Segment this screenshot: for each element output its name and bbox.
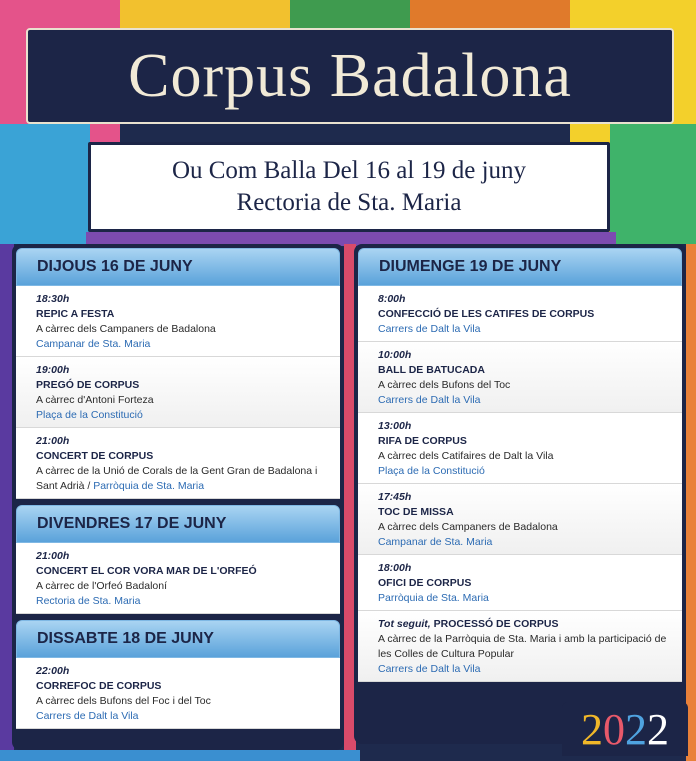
event-location: Rectoria de Sta. Maria [36, 595, 141, 607]
event-organizer: A càrrec dels Catifaires de Dalt la Vila [378, 450, 554, 462]
event-organizer: A càrrec de la Parròquia de Sta. Maria i amb la participació de les Colles de Cultura Popular [378, 633, 667, 660]
event-name: CONFECCIÓ DE LES CATIFES DE CORPUS [378, 308, 595, 320]
day-header: DIJOUS 16 DE JUNY [16, 248, 340, 286]
year-digit: 2 [625, 704, 647, 754]
page-title: Corpus Badalona [128, 41, 572, 110]
year-badge [562, 702, 688, 756]
event-location: Plaça de la Constitució [36, 409, 143, 421]
day-header: DIVENDRES 17 DE JUNY [16, 505, 340, 543]
event-item [16, 428, 340, 499]
event-item [16, 286, 340, 357]
event-organizer: A càrrec d'Antoni Forteza [36, 394, 154, 406]
event-item [16, 357, 340, 428]
event-time: 13:00h [378, 420, 412, 432]
event-time: 19:00h [36, 364, 70, 376]
day-header: DISSABTE 18 DE JUNY [16, 620, 340, 658]
schedule-left-column [12, 244, 344, 750]
event-item [16, 543, 340, 614]
event-organizer: A càrrec dels Campaners de Badalona [36, 323, 216, 335]
year-digit: 2 [581, 704, 603, 754]
event-location: Parròquia de Sta. Maria [378, 592, 489, 604]
event-organizer: A càrrec dels Bufons del Foc i del Toc [36, 695, 211, 707]
event-time: 18:30h [36, 293, 70, 305]
event-name: REPIC A FESTA [36, 308, 115, 320]
event-organizer: A càrrec dels Campaners de Badalona [378, 521, 558, 533]
subtitle-line-1: Ou Com Balla Del 16 al 19 de juny [171, 157, 527, 184]
event-location: Carrers de Dalt la Vila [36, 710, 139, 722]
event-item [358, 611, 682, 682]
event-organizer-text: A càrrec de la Unió de Corals de la Gent Gran de Badalona i Sant Adrià / [36, 465, 318, 492]
schedule-right-column [354, 244, 686, 744]
title-banner [26, 28, 674, 124]
event-organizer: A càrrec dels Bufons del Toc [378, 379, 511, 391]
event-item [358, 413, 682, 484]
event-location: Campanar de Sta. Maria [378, 536, 493, 548]
subtitle-line-2: Rectoria de Sta. Maria [236, 189, 462, 216]
day-header: DIUMENGE 19 DE JUNY [358, 248, 682, 286]
event-name: CONCERT DE CORPUS [36, 450, 154, 462]
event-name: TOC DE MISSA [378, 506, 454, 518]
event-name: OFICI DE CORPUS [378, 577, 472, 589]
event-location: Carrers de Dalt la Vila [378, 323, 481, 335]
event-time: 17:45h [378, 491, 412, 503]
event-name: RIFA DE CORPUS [378, 435, 467, 447]
event-item [358, 555, 682, 611]
event-organizer [36, 464, 326, 494]
event-location: Carrers de Dalt la Vila [378, 394, 481, 406]
event-item [16, 658, 340, 729]
event-location: Carrers de Dalt la Vila [378, 663, 481, 675]
event-location: Plaça de la Constitució [378, 465, 485, 477]
event-time: Tot seguit, [378, 618, 431, 630]
event-name: BALL DE BATUCADA [378, 364, 485, 376]
event-time: 10:00h [378, 349, 412, 361]
year-digit: 2 [647, 704, 669, 754]
subtitle-banner [88, 142, 610, 232]
event-time: 21:00h [36, 435, 70, 447]
event-location: Campanar de Sta. Maria [36, 338, 151, 350]
event-item [358, 342, 682, 413]
year-digit: 0 [603, 704, 625, 754]
event-heading [378, 617, 668, 632]
event-name: CONCERT EL COR VORA MAR DE L'ORFEÓ [36, 565, 257, 577]
event-item [358, 286, 682, 342]
event-time: 8:00h [378, 293, 406, 305]
event-time: 18:00h [378, 562, 412, 574]
event-time: 21:00h [36, 550, 70, 562]
event-organizer: A càrrec de l'Orfeó Badaloní [36, 580, 167, 592]
event-name: PROCESSÓ DE CORPUS [433, 618, 559, 630]
event-location: Parròquia de Sta. Maria [93, 480, 205, 492]
event-time: 22:00h [36, 665, 70, 677]
event-name: CORREFOC DE CORPUS [36, 680, 162, 692]
event-item [358, 484, 682, 555]
event-name: PREGÓ DE CORPUS [36, 379, 140, 391]
